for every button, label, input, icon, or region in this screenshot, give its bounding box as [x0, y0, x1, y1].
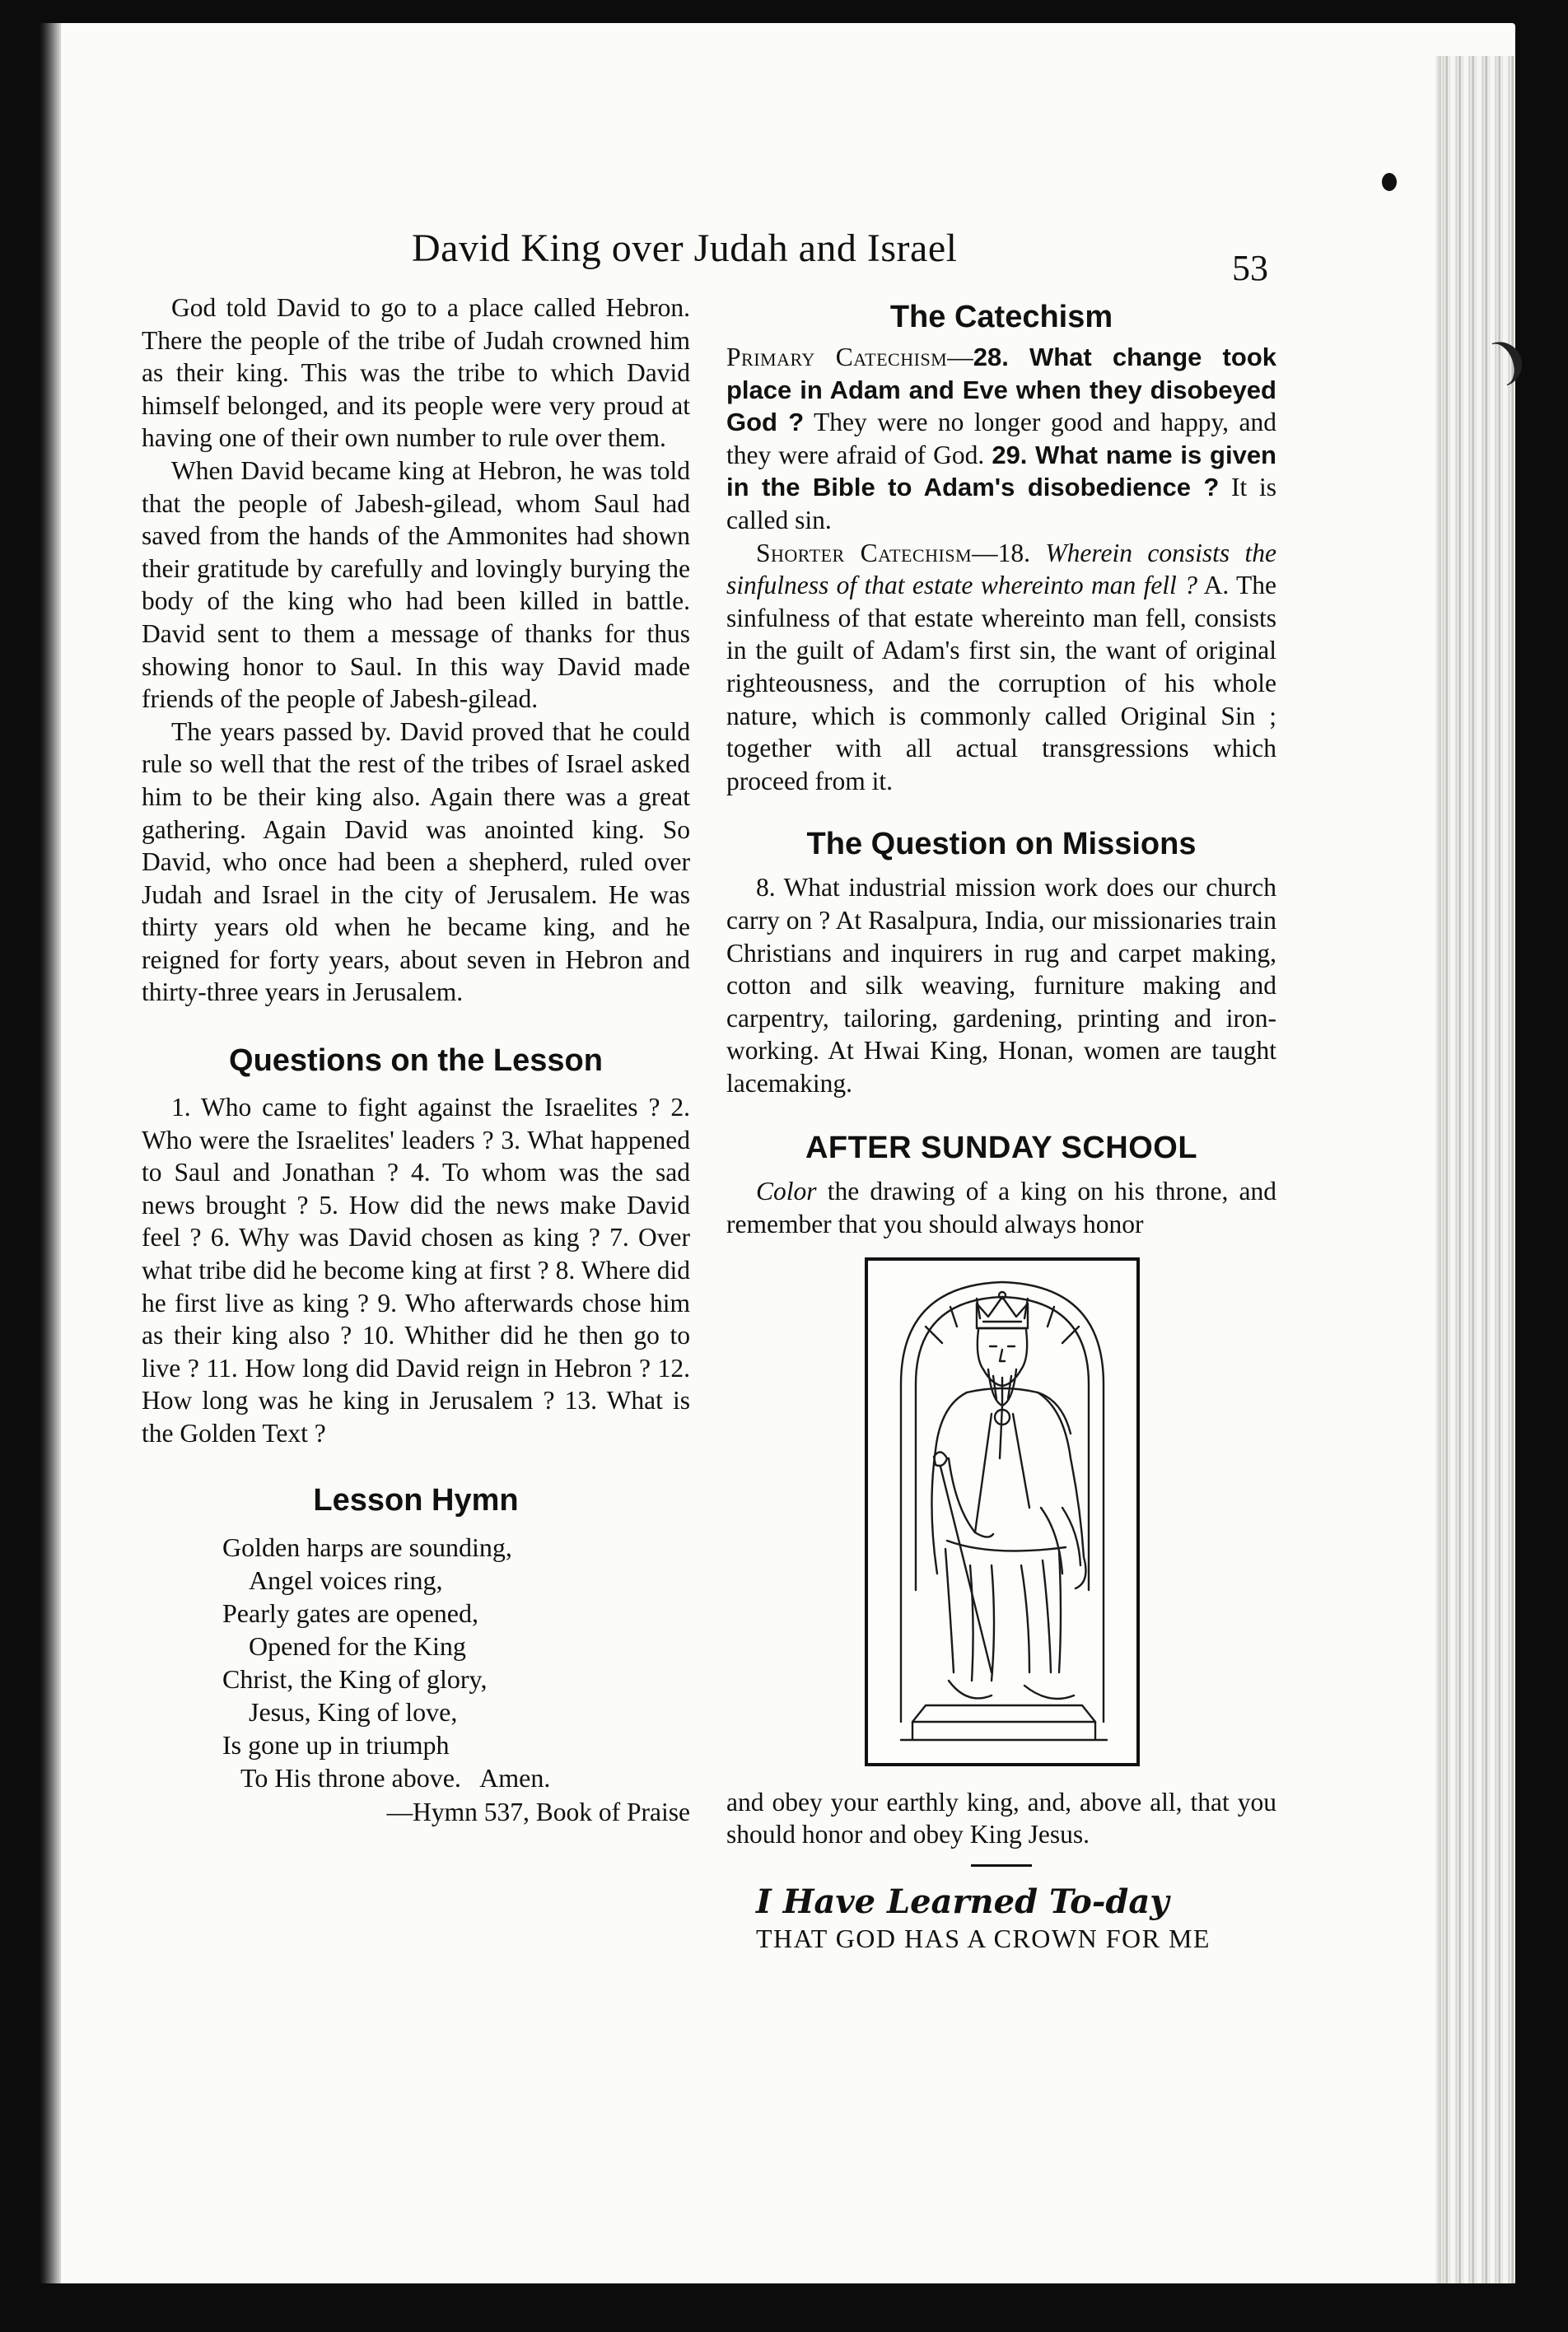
after-sunday-school-heading: AFTER SUNDAY SCHOOL [805, 1131, 1198, 1166]
hymn-verse [142, 1531, 690, 1794]
hymn-line: Christ, the King of glory, [222, 1663, 488, 1694]
hymn-heading: Lesson Hymn [313, 1482, 519, 1518]
shorter-catechism-answer: A. The sinfulness of that estate whereinto man fell, consists in the guilt of Adam's first sin, the want of original righteousness, and the corruption of his whole nature, which is commonly called Original Sin ; together with all actual transgressions which proceed from it. [726, 571, 1276, 795]
shorter-catechism-question: Wherein consists the sinfulness of that estate whereinto man fell ? [726, 538, 1276, 600]
primary-question-28: 28. What change took place in Adam and Eve when they disobeyed God ? [726, 343, 1276, 437]
hymn-line: Golden harps are sounding, [222, 1532, 512, 1562]
story-paragraph-2: When David became king at Hebron, he was told that the people of Jabesh-gilead, whom Saul had saved from the hands of the Ammonites had shown their gratitude by carefully and lovingly burying the body of the king who had been killed in battle. David sent to them a message of thanks for thus showing honor to Saul. In this way David made friends of the people of Jabesh-gilead. [142, 455, 690, 714]
hymn-line: Angel voices ring, [249, 1565, 443, 1595]
learned-today-heading: I Have Learned To-day [756, 1882, 1169, 1921]
primary-answer-29: It is called sin. [726, 473, 1276, 534]
coloring-text-part-2: and obey your earthly king, and, above all, that you should honor and obey King Jesus. [726, 1787, 1276, 1849]
story-paragraph-1: God told David to go to a place called Hebron. There the people of the tribe of Judah crowned him as their king. This was the tribe to which David himself belonged, and its people were very proud at having one of their own number to rule over them. [142, 293, 690, 453]
page-gutter-shadow [33, 23, 61, 2283]
questions-heading: Questions on the Lesson [229, 1043, 603, 1079]
hymn-line: Jesus, King of love, [249, 1696, 458, 1727]
catechism-heading: The Catechism [889, 300, 1113, 334]
primary-question-29: 29. What name is given in the Bible to Adam's disobedience ? [726, 440, 1276, 502]
shorter-catechism-label: Shorter Catechism [756, 538, 973, 567]
primary-answer-28: They were no longer good and happy, and they were afraid of God. [726, 408, 1276, 469]
shorter-catechism: Shorter Catechism—18. Wherein consists the sinfulness of that estate whereinto man fell ? A. The sinfulness of that estate whereinto man fell, consists in the guilt of Adam's first sin, the want of original righteousness, and the corruption of his whole nature, which is commonly called Original Sin ; together with all actual transgressions which proceed from it. [726, 538, 1276, 795]
king-on-throne-drawing [868, 1261, 1136, 1763]
ink-spot [1382, 173, 1397, 191]
page-tab-mark: ❩ [1481, 327, 1539, 393]
left-column [142, 292, 690, 1828]
coloring-instructions [726, 1175, 1276, 1240]
color-word: Color [756, 1177, 817, 1206]
learned-today-text: THAT GOD HAS A CROWN FOR ME [756, 1923, 1211, 1953]
primary-catechism-label: Primary Catechism [726, 343, 948, 371]
coloring-text-part-1: the drawing of a king on his throne, and remember that you should always honor [726, 1177, 1277, 1239]
hymn-line: Opened for the King [249, 1630, 466, 1661]
hymn-credit: —Hymn 537, Book of Praise [386, 1797, 690, 1826]
hymn-line: Is gone up in triumph [222, 1729, 450, 1760]
running-title: David King over Judah and Israel [412, 226, 958, 270]
hymn-line: Pearly gates are opened, [222, 1597, 478, 1628]
short-divider [971, 1864, 1032, 1867]
shorter-catechism-number: 18. [997, 538, 1030, 567]
page-number: 53 [1232, 248, 1268, 288]
king-drawing-frame [865, 1257, 1140, 1766]
hymn-line: To His throne above. Amen. [240, 1762, 551, 1793]
missions-text: 8. What industrial mission work does our church carry on ? At Rasalpura, India, our missionaries train Christians and inquirers in rug and carpet making, cotton and silk weaving, furniture making and carpentry, tailoring, gardening, printing and iron-working. At Hwai King, Honan, women are taught lacemaking. [726, 873, 1276, 1098]
missions-heading: The Question on Missions [806, 827, 1197, 862]
questions-text: 1. Who came to fight against the Israelites ? 2. Who were the Israelites' leaders ? 3. What happened to Saul and Jonathan ? 4. To whom was the sad news brought ? 5. How did the news make David feel ? 6. Why was David chosen as king ? 7. Over what tribe did he become king at first ? 8. Where did he first live as king ? 9. Who afterwards chose him as their king also ? 10. Whither did he then go to live ? 11. How long did David reign in Hebron ? 12. How long was he king in Jerusalem ? 13. What is the Golden Text ? [142, 1093, 690, 1448]
right-column [726, 298, 1276, 1955]
primary-catechism: Primary Catechism—28. What change took place in Adam and Eve when they disobeyed God ? They were no longer good and happy, and they were afraid of God. 29. What name is given in the Bible to Adam's disobedience ? It is called sin. [726, 343, 1276, 534]
story-paragraph-3: The years passed by. David proved that he could rule so well that the rest of the tribes of Israel asked him to be their king also. Again there was a great gathering. Again David was anointed king. So David, who once had been a shepherd, ruled over Judah and Israel in the city of Jerusalem. He was thirty years old when he became king, and he reigned for forty years, about seven in Hebron and thirty-three years in Jerusalem. [142, 716, 690, 1007]
page-edge-shadow [1435, 56, 1441, 2283]
